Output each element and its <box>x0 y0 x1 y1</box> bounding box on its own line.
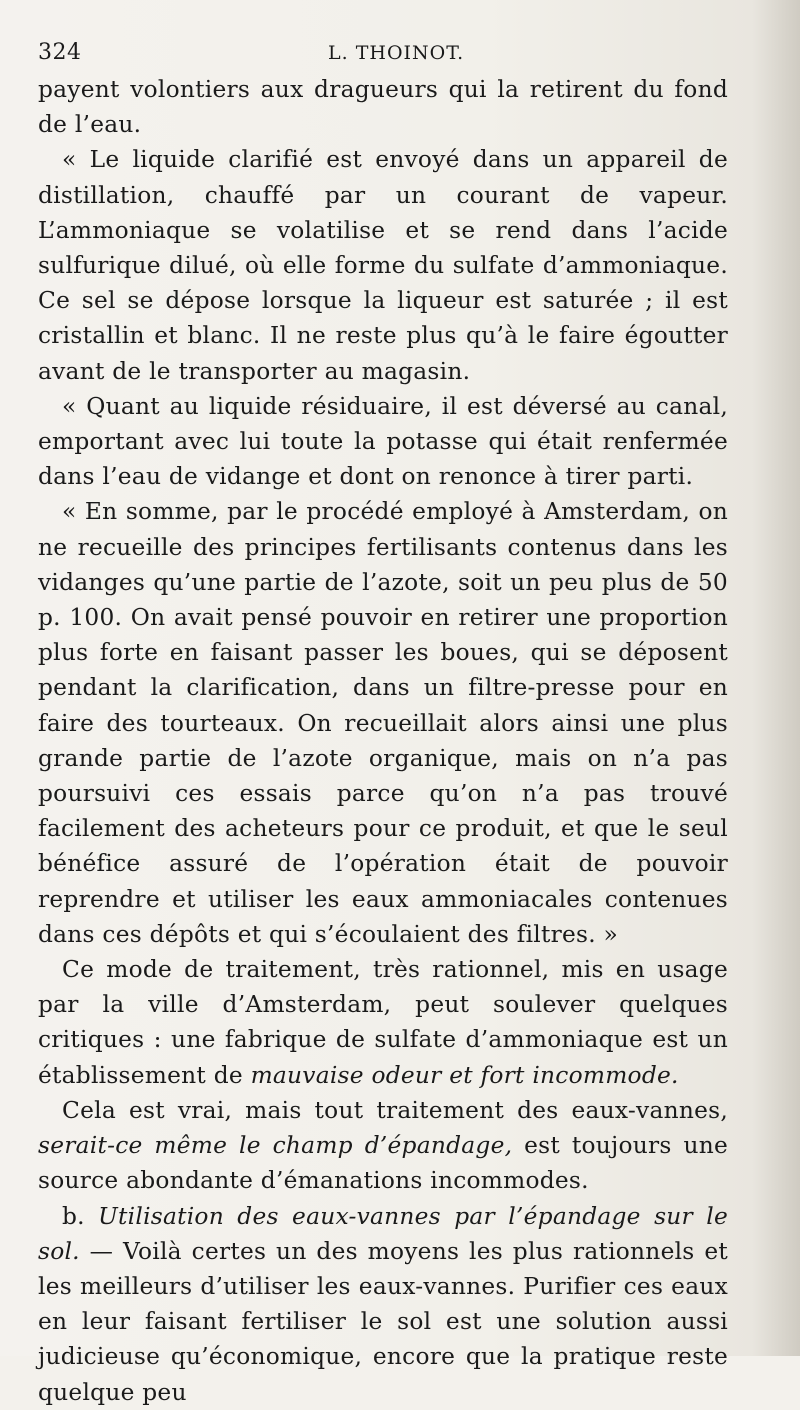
paragraph-7-text: — Voilà certes un des moyens les plus rationnels et les meilleurs d’utiliser les eaux-vannes. Purifier ces eaux en leur faisant fertiliser le sol est une solution aussi judicieuse qu’économique, encore que la pratique reste quelque peu <box>38 1237 728 1406</box>
paragraph-3: « Quant au liquide résiduaire, il est déversé au canal, emportant avec lui toute la potasse qui était renfermée dans l’eau de vidange et dont on renonce à tirer parti. <box>38 392 728 491</box>
paragraph-7 <box>38 1199 728 1410</box>
paragraph-6-text-end: est toujours une source abondante d’émanations incommodes. <box>38 1132 728 1195</box>
page-number: 324 <box>38 40 82 65</box>
paragraph-6 <box>38 1093 728 1199</box>
body-text <box>38 72 728 1410</box>
paragraph-7-label: b. <box>62 1202 99 1230</box>
paragraph-6-text: Cela est vrai, mais tout traitement des eaux-vannes, <box>62 1096 728 1124</box>
paragraph-6-italic: serait-ce même le champ d’épandage, <box>38 1132 513 1160</box>
section-heading: Utilisation des eaux-vannes par l’épandage sur le sol. <box>38 1202 728 1265</box>
paragraph-5-italic: mauvaise odeur et fort incommode. <box>250 1061 679 1089</box>
paragraph-5 <box>38 952 728 1093</box>
paragraph-1: payent volontiers aux dragueurs qui la retirent du fond de l’eau. <box>38 76 728 139</box>
page-header <box>38 30 760 70</box>
paragraph-4: « En somme, par le procédé employé à Amsterdam, on ne recueille des principes fertilisants contenus dans les vidanges qu’une partie de l’azote, soit un peu plus de 50 p. 100. On avait pensé pouvoir en retirer une proportion plus forte en faisant passer les boues, qui se déposent pendant la clarification, dans un filtre-presse pour en faire des tourteaux. On recueillait alors ainsi une plus grande partie de l’azote organique, mais on n’a pas poursuivi ces essais parce qu’on n’a pas trouvé facilement des acheteurs pour ce produit, et que le seul bénéfice assuré de l’opération était de pouvoir reprendre et utiliser les eaux ammoniacales contenues dans ces dépôts et qui s’écoulaient des filtres. » <box>38 498 728 948</box>
paragraph-2: « Le liquide clarifié est envoyé dans un appareil de distillation, chauffé par un courant de vapeur. L’ammoniaque se volatilise et se rend dans l’acide sulfurique dilué, où elle forme du sulfate d’ammoniaque. Ce sel se dépose lorsque la liqueur est saturée ; il est cristallin et blanc. Il ne reste plus qu’à le faire égoutter avant de le transporter au magasin. <box>38 146 728 385</box>
running-head: L. THOINOT. <box>328 42 465 64</box>
paragraph-5-text: Ce mode de traitement, très rationnel, mis en usage par la ville d’Amsterdam, peut soulever quelques critiques : une fabrique de sulfate d’ammoniaque est un établissement de <box>38 956 728 1089</box>
